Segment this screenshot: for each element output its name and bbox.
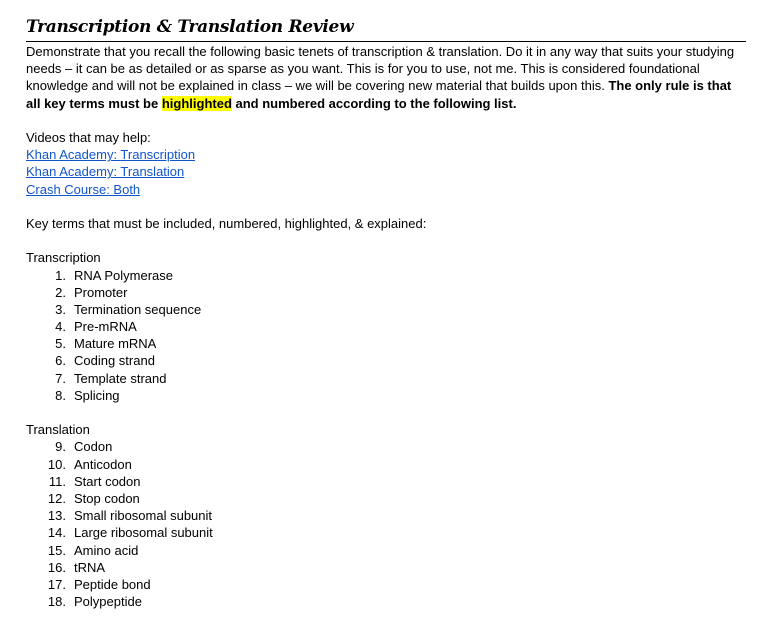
list-item-term: tRNA xyxy=(74,559,106,575)
list-item-number: 2. xyxy=(55,284,66,300)
list-item-term: Amino acid xyxy=(74,542,139,558)
list-item-term: RNA Polymerase xyxy=(74,267,173,283)
list-item-number: 16. xyxy=(47,559,66,575)
list-item-number: 1. xyxy=(55,267,66,283)
list-item xyxy=(26,490,746,507)
list-item-number: 10. xyxy=(47,456,66,472)
list-item xyxy=(26,593,746,610)
list-item xyxy=(26,456,746,473)
list-item xyxy=(26,267,746,284)
list-item-term: Anticodon xyxy=(74,456,132,472)
intro-paragraph xyxy=(26,42,746,112)
section-heading-translation: Translation xyxy=(26,422,90,438)
list-item-number: 9. xyxy=(55,439,66,455)
intro-rule-before: The only rule is that all key terms must be xyxy=(26,78,732,111)
list-item-number: 12. xyxy=(47,490,66,506)
section-heading-transcription: Transcription xyxy=(26,250,101,266)
list-item-term: Stop codon xyxy=(74,490,140,506)
list-item-number: 15. xyxy=(47,542,66,558)
list-item-number: 8. xyxy=(55,387,66,403)
list-item xyxy=(26,335,746,352)
list-item-term: Pre-mRNA xyxy=(74,319,137,335)
list-item-number: 7. xyxy=(55,370,66,386)
list-item xyxy=(26,576,746,593)
list-item-term: Template strand xyxy=(74,370,167,386)
list-item xyxy=(26,352,746,369)
list-item-term: Codon xyxy=(74,439,113,455)
intro-text: Demonstrate that you recall the following basic tenets of transcription & translation. Do it in any way that suits your studying needs – it can be as detailed or as sparse as you want. This is for you to use, not me. This is considered foundational knowledge and will not be explained in class – we will be covering new material that builds upon this. xyxy=(26,44,735,94)
list-item xyxy=(26,438,746,455)
videos-heading: Videos that may help: xyxy=(26,130,151,145)
link-khan-transcription[interactable]: Khan Academy: Transcription xyxy=(26,147,196,163)
list-item-number: 3. xyxy=(55,301,66,317)
list-item-term: Mature mRNA xyxy=(74,336,157,352)
transcription-section xyxy=(26,249,746,404)
list-item-number: 11. xyxy=(48,473,66,489)
key-terms-heading-block xyxy=(26,215,746,232)
list-item-number: 5. xyxy=(55,336,66,352)
link-crash-course-both[interactable]: Crash Course: Both xyxy=(26,181,141,197)
list-item xyxy=(26,301,746,318)
list-item-number: 18. xyxy=(47,594,66,610)
list-item xyxy=(26,473,746,490)
list-item xyxy=(26,524,746,541)
list-item-term: Termination sequence xyxy=(74,301,202,317)
list-item xyxy=(26,370,746,387)
list-item xyxy=(26,387,746,404)
list-item-term: Peptide bond xyxy=(74,576,151,592)
list-item xyxy=(26,542,746,559)
list-item-number: 6. xyxy=(55,353,66,369)
list-item-number: 17. xyxy=(47,576,66,592)
videos-section xyxy=(26,129,746,198)
transcription-term-list xyxy=(26,267,746,405)
list-item-term: Promoter xyxy=(74,284,128,300)
list-item-term: Coding strand xyxy=(74,353,155,369)
list-item-term: Polypeptide xyxy=(74,594,142,610)
list-item-number: 13. xyxy=(47,508,66,524)
list-item xyxy=(26,559,746,576)
page-title: Transcription & Translation Review xyxy=(26,17,354,37)
list-item xyxy=(26,507,746,524)
link-khan-translation[interactable]: Khan Academy: Translation xyxy=(26,164,185,180)
list-item-term: Large ribosomal subunit xyxy=(74,525,213,541)
list-item xyxy=(26,318,746,335)
highlighted-word: highlighted xyxy=(161,95,232,111)
document-body xyxy=(26,0,746,610)
list-item-term: Small ribosomal subunit xyxy=(74,508,213,524)
list-item xyxy=(26,284,746,301)
translation-term-list xyxy=(26,438,746,610)
key-terms-heading: Key terms that must be included, numbered, highlighted, & explained: xyxy=(26,215,427,231)
list-item-term: Start codon xyxy=(74,473,141,489)
intro-rule-after: and numbered according to the following list. xyxy=(231,95,517,111)
list-item-term: Splicing xyxy=(74,387,120,403)
list-item-number: 14. xyxy=(47,525,66,541)
list-item-number: 4. xyxy=(55,319,66,335)
translation-section xyxy=(26,421,746,610)
